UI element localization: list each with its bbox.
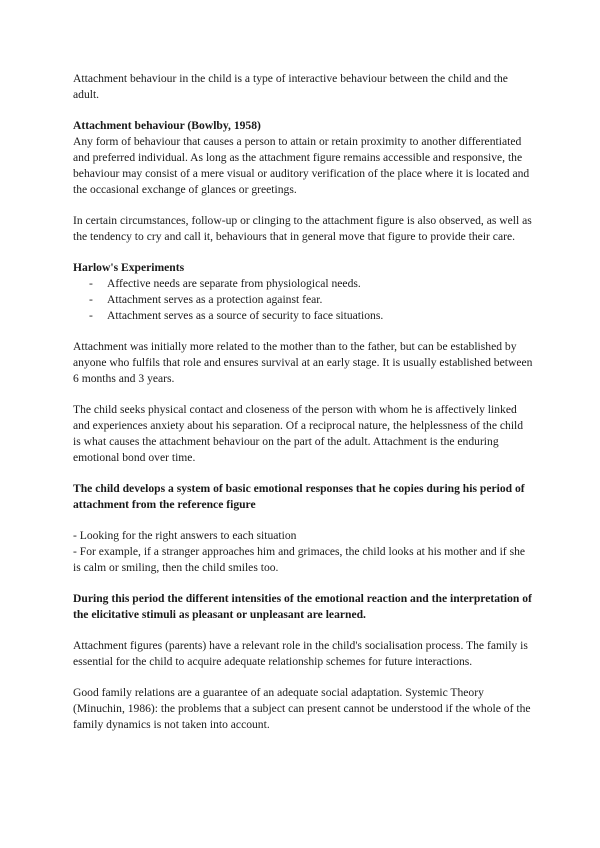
emotional-responses-heading: The child develops a system of basic emotional responses that he copies during his period of attachment from the reference figure xyxy=(73,482,525,511)
list-item-text: Attachment serves as a source of security to face situations. xyxy=(107,309,384,322)
list-item xyxy=(73,308,533,324)
dash-bullet: - xyxy=(89,309,93,322)
list-item xyxy=(73,292,533,308)
section-attachment-behaviour xyxy=(73,118,533,198)
list-item: - Looking for the right answers to each situation xyxy=(73,529,297,542)
mother-father-paragraph: Attachment was initially more related to the mother than to the father, but can be established by anyone who fulfils that role and ensures survival at an early stage. It is usually established between 6 months and 3 years. xyxy=(73,340,533,385)
intensities-heading: During this period the different intensities of the emotional reaction and the interpretation of the elicitative stimuli as pleasant or unpleasant are learned. xyxy=(73,592,532,621)
section-harlow xyxy=(73,260,533,324)
socialisation-paragraph: Attachment figures (parents) have a relevant role in the child's socialisation process. The family is essential for the child to acquire adequate relationship schemes for future interactions. xyxy=(73,639,528,668)
physical-contact-paragraph: The child seeks physical contact and closeness of the person with whom he is affectively linked and experiences anxiety about his separation. Of a reciprocal nature, the helplessness of the child is what causes the attachment behaviour on the part of the adult. Attachment is the enduring emotional bond over time. xyxy=(73,403,524,464)
bowlby-paragraph: Any form of behaviour that causes a person to attain or retain proximity to another differentiated and preferred individual. As long as the attachment figure remains accessible and responsive, the behaviour may consist of a mere visual or auditory verification of the place where it is located and the occasional exchange of glances or greetings. xyxy=(73,135,530,196)
examples-list xyxy=(73,528,533,576)
section-heading-bowlby: Attachment behaviour (Bowlby, 1958) xyxy=(73,119,261,132)
list-item-text: Attachment serves as a protection against fear. xyxy=(107,293,323,306)
family-relations-paragraph: Good family relations are a guarantee of an adequate social adaptation. Systemic Theory (Minuchin, 1986): the problems that a subject can present cannot be understood if the whole of the family dynamics is not taken into account. xyxy=(73,686,531,731)
clinging-paragraph: In certain circumstances, follow-up or clinging to the attachment figure is also observed, as well as the tendency to cry and call it, behaviours that in general move that figure to provide their care. xyxy=(73,214,532,243)
list-item-text: Affective needs are separate from physiological needs. xyxy=(107,277,361,290)
list-item xyxy=(73,276,533,292)
dash-bullet: - xyxy=(89,293,93,306)
section-heading-harlow: Harlow's Experiments xyxy=(73,261,185,274)
harlow-list xyxy=(73,276,533,324)
document-body xyxy=(73,71,533,748)
list-item: - For example, if a stranger approaches him and grimaces, the child looks at his mother and if she is calm or smiling, then the child smiles too. xyxy=(73,545,526,574)
intro-paragraph: Attachment behaviour in the child is a type of interactive behaviour between the child and the adult. xyxy=(73,72,508,101)
dash-bullet: - xyxy=(89,277,93,290)
